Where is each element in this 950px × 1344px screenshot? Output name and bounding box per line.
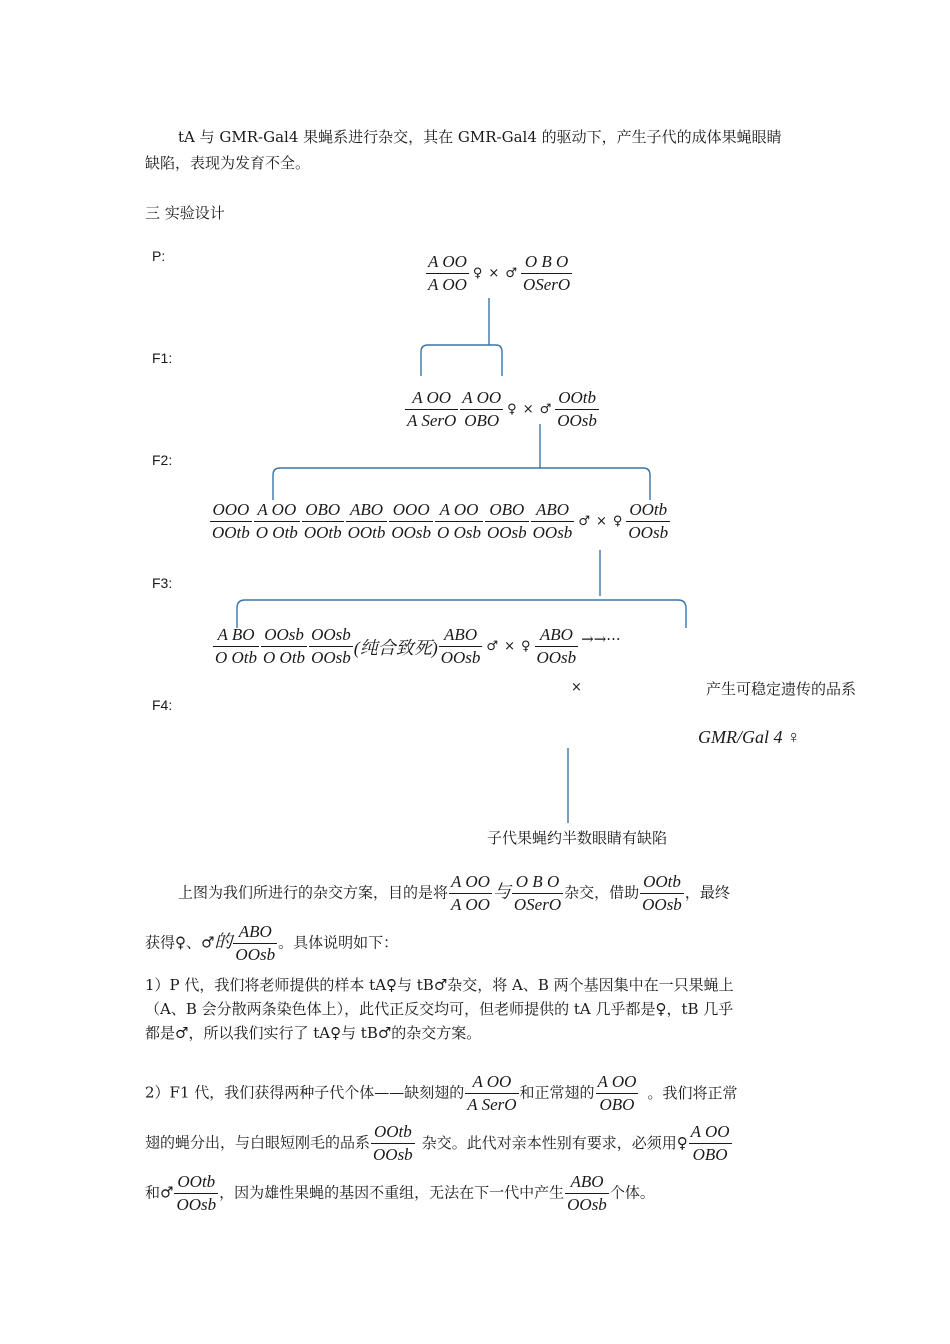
gen-label-f4: F4:: [152, 697, 173, 713]
lethal-note: (纯合致死): [353, 637, 438, 658]
f1-genotype-1: $\frac{\text{A OO}}{\text{A SerO}}$: [407, 388, 457, 430]
gen-label-f2: F2:: [152, 452, 173, 468]
p-genotype-female: $\frac{\text{A OO}}{\text{A OO}}$: [428, 252, 467, 294]
intro-line-1: tA 与 GMR-Gal4 果蝇系进行杂交，其在 GMR-Gal4 的驱动下，产生子代的成体果蝇眼睛: [178, 128, 782, 146]
item2-text: 2）F1 代，我们获得两种子代个体——缺刻翅的: [145, 1083, 465, 1102]
item2-text: ，因为雄性果蝇的基因不重组，无法在下一代中产生: [219, 1183, 565, 1202]
desc-text: 上图为我们所进行的杂交方案，目的是将: [178, 883, 449, 902]
female-symbol: ♀: [472, 266, 483, 281]
gen-label-f3: F3:: [152, 575, 173, 591]
item2-line-1: [145, 1072, 807, 1115]
female-symbol: ♀: [520, 639, 531, 654]
f2-genotype-1: $\frac{\text{OOO}}{\text{OOtb}}$: [212, 500, 250, 542]
item2-text: 和正常翅的: [519, 1083, 595, 1102]
f1-cross: [404, 388, 600, 430]
f3-cross: [212, 625, 621, 668]
desc-paragraph-1-cont: [145, 922, 807, 965]
gen-label-p: P:: [152, 248, 166, 264]
cross-symbol: ×: [488, 266, 500, 281]
section-title: 三 实验设计: [145, 204, 225, 222]
desc-genotype-2: $\frac{\text{O B O}}{\text{OSerO}}$: [513, 872, 562, 914]
male-symbol: ♂: [539, 402, 552, 417]
stable-line-text: 产生可稳定遗传的品系: [706, 680, 857, 698]
item1-line-2: （A、B 会分散两条染色体上），此代正反交均可，但老师提供的 tA 几乎都是♀，tB 几乎: [145, 1000, 734, 1018]
f3-genotype-1: $\frac{\text{A BO}}{\text{O Otb}}$: [215, 625, 258, 667]
desc-text: ，最终: [684, 883, 730, 902]
item1-line-3: 都是♂，所以我们实行了 tA♀与 tB♂的杂交方案。: [145, 1024, 482, 1042]
item2-genotype-5: $\frac{\text{OOtb}}{\text{OOsb}}$: [176, 1172, 217, 1214]
f1-genotype-2: $\frac{\text{A OO}}{\text{OBO}}$: [462, 388, 502, 430]
desc-genotype-1: $\frac{\text{A OO}}{\text{A OO}}$: [451, 872, 490, 914]
cross-symbol: ×: [504, 639, 515, 654]
item2-text: 翅的蝇分出，与白眼短刚毛的品系: [145, 1133, 371, 1152]
female-symbol: ♀: [612, 514, 623, 529]
cross-symbol: ×: [595, 514, 607, 529]
f3-genotype-2: $\frac{\text{OOsb}}{\text{O Otb}}$: [263, 625, 306, 667]
f3-genotype-3: $\frac{\text{OOsb}}{\text{OOsb}}$: [311, 625, 351, 667]
f1-genotype-mate: $\frac{\text{OOtb}}{\text{OOsb}}$: [557, 388, 597, 430]
f4-cross-symbol: ×: [571, 680, 582, 695]
item2-text: 杂交。此代对亲本性别有要求，必须用♀: [421, 1133, 688, 1152]
item2-text: 个体。: [609, 1183, 655, 1202]
f2-genotype-3: $\frac{\text{OBO}}{\text{OOtb}}$: [303, 500, 342, 542]
desc-paragraph-1: [145, 872, 807, 915]
desc-genotype-target: $\frac{\text{ABO}}{\text{OOsb}}$: [235, 922, 276, 964]
offspring-result: 子代果蝇约半数眼睛有缺陷: [487, 829, 668, 847]
f2-genotype-2: $\frac{\text{A OO}}{\text{O Otb}}$: [255, 500, 298, 542]
item2-genotype-6: $\frac{\text{ABO}}{\text{OOsb}}$: [567, 1172, 607, 1214]
cross-symbol: ×: [522, 402, 534, 417]
male-symbol: ♂: [578, 514, 590, 529]
desc-genotype-3: $\frac{\text{OOtb}}{\text{OOsb}}$: [642, 872, 682, 914]
item2-text: 。我们将正常: [647, 1083, 738, 1102]
gmr-gal4-label: GMR/Gal 4 ♀: [698, 727, 801, 747]
f2-genotype-5: $\frac{\text{OOO}}{\text{OOsb}}$: [391, 500, 432, 542]
desc-text: 杂交，借助: [564, 883, 640, 902]
p-genotype-male: $\frac{\text{O B O}}{\text{OSerO}}$: [522, 252, 571, 294]
f3-genotype-male: $\frac{\text{ABO}}{\text{OOsb}}$: [440, 625, 481, 667]
item1-line-1: 1）P 代，我们将老师提供的样本 tA♀与 tB♂杂交，将 A、B 两个基因集中在一只果蝇上: [145, 976, 734, 994]
f2-genotype-8: $\frac{\text{ABO}}{\text{OOsb}}$: [532, 500, 573, 542]
item2-line-2: [145, 1122, 807, 1165]
item2-genotype-1: $\frac{\text{A OO}}{\text{A SerO}}$: [467, 1072, 517, 1114]
intro-line-2: 缺陷，表现为发育不全。: [145, 154, 311, 172]
f2-genotype-4: $\frac{\text{ABO}}{\text{OOtb}}$: [347, 500, 386, 542]
item2-genotype-3: $\frac{\text{OOtb}}{\text{OOsb}}$: [373, 1122, 413, 1164]
desc-de: 的: [214, 931, 233, 952]
female-symbol: ♀: [507, 402, 517, 417]
f2-genotype-6: $\frac{\text{A OO}}{\text{O Osb}}$: [437, 500, 481, 542]
item2-text: 和♂: [145, 1183, 174, 1202]
continuation-arrows: →→···: [581, 629, 621, 648]
f2-cross: [209, 500, 671, 543]
desc-with: 与: [492, 881, 511, 902]
desc-text: 获得♀、♂: [145, 933, 215, 952]
gen-label-f1: F1:: [152, 350, 173, 366]
f2-genotype-7: $\frac{\text{OBO}}{\text{OOsb}}$: [486, 500, 527, 542]
male-symbol: ♂: [486, 639, 499, 654]
item2-line-3: [145, 1172, 807, 1215]
desc-text: 。具体说明如下：: [278, 933, 399, 952]
item2-genotype-2: $\frac{\text{A OO}}{\text{OBO}}$: [597, 1072, 637, 1114]
male-symbol: ♂: [505, 266, 517, 281]
f3-genotype-female: $\frac{\text{ABO}}{\text{OOsb}}$: [536, 625, 577, 667]
item2-genotype-4: $\frac{\text{A OO}}{\text{OBO}}$: [690, 1122, 730, 1164]
p-cross: [425, 252, 573, 295]
f2-genotype-mate: $\frac{\text{OOtb}}{\text{OOsb}}$: [628, 500, 669, 542]
